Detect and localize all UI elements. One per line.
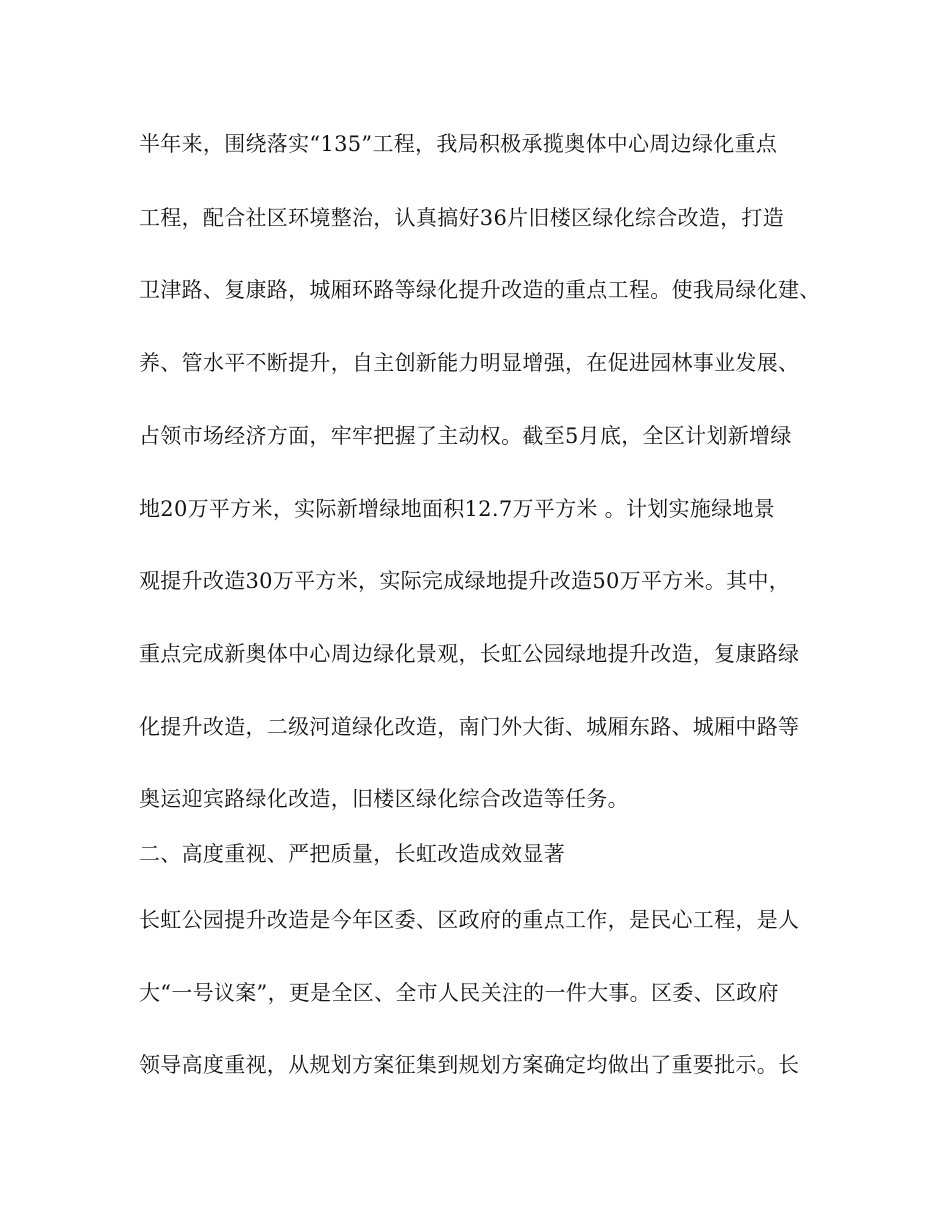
paragraph-1-line-3: 卫津路、复康路，城厢环路等绿化提升改造的重点工程。使我局绿化建、	[139, 278, 821, 302]
paragraph-1-line-9: 化提升改造，二级河道绿化改造，南门外大街、城厢东路、城厢中路等	[139, 715, 800, 739]
paragraph-1-line-6: 地20万平方米，实际新增绿地面积12.7万平方米 。计划实施绿地景	[139, 497, 776, 521]
paragraph-2-line-2: 大“一号议案”，更是全区、全市人民关注的一件大事。区委、区政府	[139, 981, 779, 1005]
paragraph-2-line-3: 领导高度重视，从规划方案征集到规划方案确定均做出了重要批示。长	[139, 1053, 800, 1077]
paragraph-1-line-8: 重点完成新奥体中心周边绿化景观，长虹公园绿地提升改造，复康路绿	[139, 642, 800, 666]
paragraph-1-line-10: 奥运迎宾路绿化改造，旧楼区绿化综合改造等任务。	[139, 787, 629, 811]
paragraph-1-line-2: 工程，配合社区环境整治，认真搞好36片旧楼区绿化综合改造，打造	[139, 206, 785, 230]
paragraph-2-line-1: 长虹公园提升改造是今年区委、区政府的重点工作，是民心工程，是人	[139, 908, 800, 932]
section-heading: 二、高度重视、严把质量，长虹改造成效显著	[139, 842, 565, 866]
paragraph-1-line-7: 观提升改造30万平方米，实际完成绿地提升改造50万平方米。其中，	[139, 569, 791, 593]
paragraph-1-line-1: 半年来，围绕落实“135”工程，我局积极承揽奥体中心周边绿化重点	[139, 132, 778, 156]
paragraph-1-line-5: 占领市场经济方面，牢牢把握了主动权。截至5月底，全区计划新增绿	[139, 424, 792, 448]
paragraph-1-line-4: 养、管水平不断提升，自主创新能力明显增强，在促进园林事业发展、	[139, 351, 800, 375]
